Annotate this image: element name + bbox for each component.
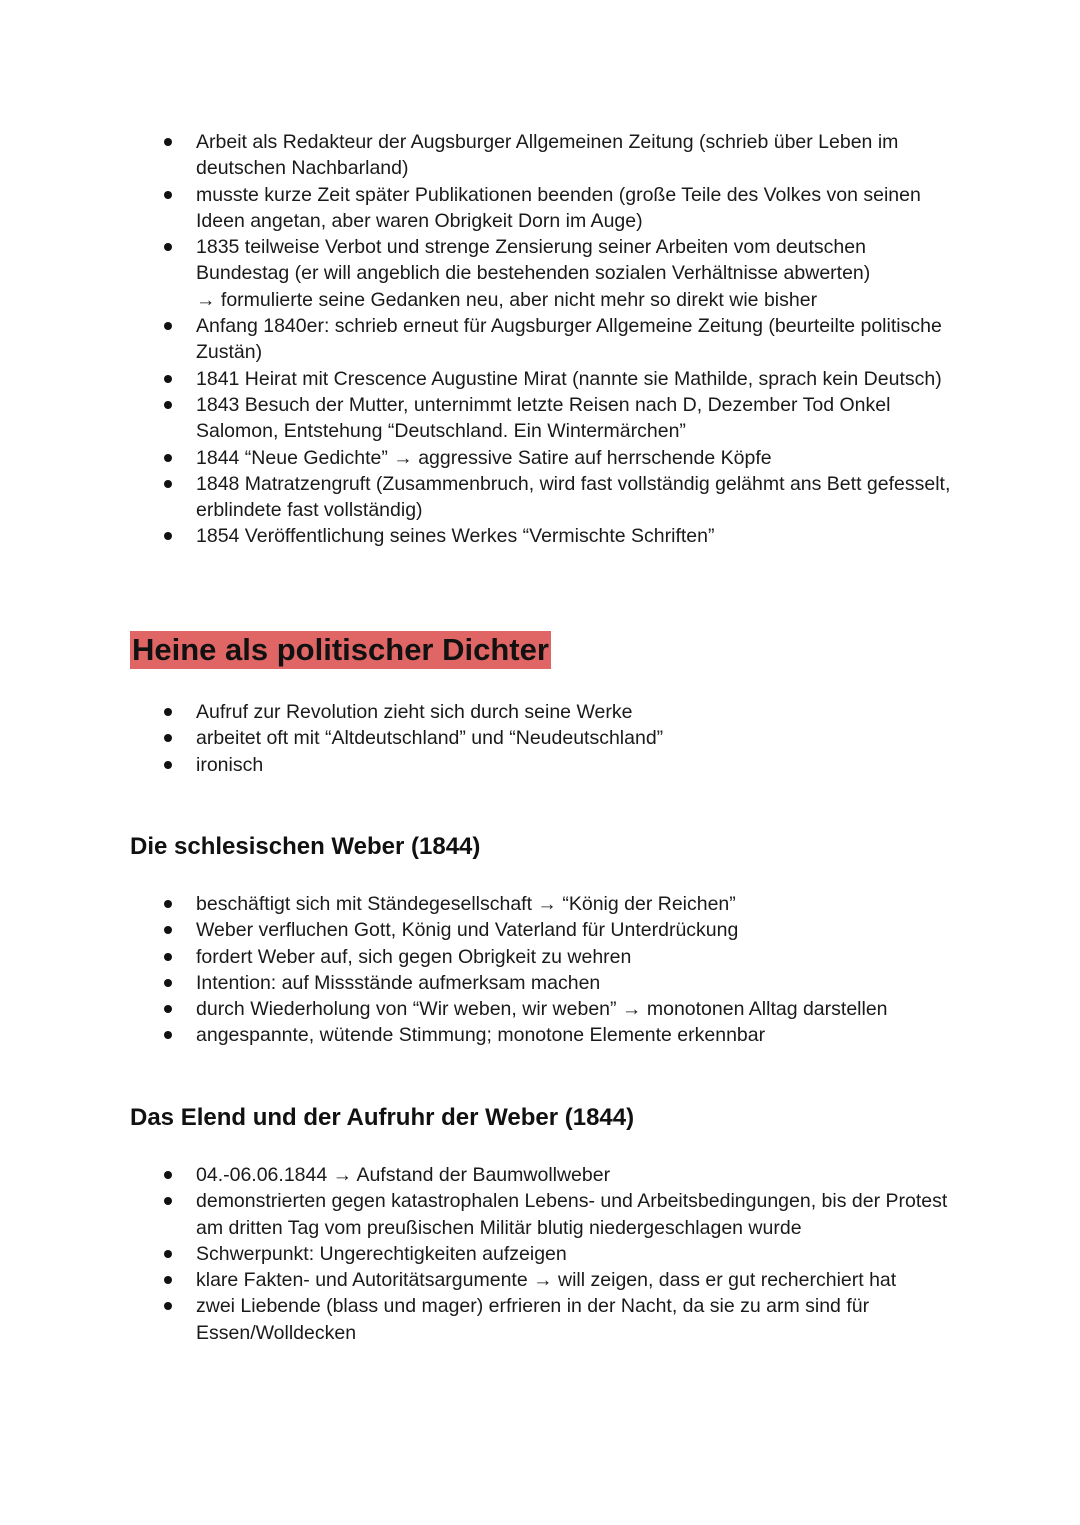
bullet-icon — [164, 322, 172, 330]
section-heading-weber: Die schlesischen Weber (1844) — [130, 833, 481, 860]
elend-list — [160, 1162, 960, 1346]
list-item-text: Arbeit als Redakteur der Augsburger Allgemeinen Zeitung (schrieb über Leben im deutschen Nachbarland) — [196, 131, 899, 180]
list-item-text: 1841 Heirat mit Crescence Augustine Mirat (nannte sie Mathilde, sprach kein Deutsch) — [196, 367, 942, 390]
bullet-icon — [164, 138, 172, 146]
list-item-text: 1854 Veröffentlichung seines Werkes “Vermischte Schriften” — [196, 525, 715, 548]
list-item-text: 1843 Besuch der Mutter, unternimmt letzte Reisen nach D, Dezember Tod Onkel Salomon, Entstehung “Deutschland. Ein Wintermärchen” — [196, 393, 891, 443]
list-item — [160, 234, 960, 313]
weber-list — [160, 891, 960, 1049]
list-item-text: Weber verfluchen Gott, König und Vaterland für Unterdrückung — [196, 919, 739, 942]
list-item — [160, 1293, 960, 1346]
list-item-text: fordert Weber auf, sich gegen Obrigkeit zu wehren — [196, 945, 632, 968]
list-item — [160, 917, 960, 943]
bullet-icon — [164, 1197, 172, 1205]
bullet-icon — [164, 1302, 172, 1310]
bullet-icon — [164, 979, 172, 987]
list-item — [160, 725, 960, 751]
bullet-icon — [164, 1171, 172, 1179]
section-heading-elend: Das Elend und der Aufruhr der Weber (1844) — [130, 1104, 635, 1131]
bullet-icon — [164, 761, 172, 769]
list-item — [160, 523, 960, 549]
list-item-text: musste kurze Zeit später Publikationen beenden (große Teile des Volkes von seinen Ideen angetan, aber waren Obrigkeit Dorn im Auge) — [196, 183, 921, 232]
list-item-text: 04.-06.06.1844 → Aufstand der Baumwollweber — [196, 1164, 611, 1186]
list-item-text: durch Wiederholung von “Wir weben, wir weben” → monotonen Alltag darstellen — [196, 998, 888, 1021]
list-item-text: 1835 teilweise Verbot und strenge Zensierung seiner Arbeiten vom deutschen Bundestag (er will angeblich die bestehenden sozialen Verhältnisse abwerten) — [196, 236, 871, 285]
bullet-icon — [164, 532, 172, 540]
bullet-icon — [164, 191, 172, 199]
bullet-icon — [164, 454, 172, 462]
list-item-text: Aufruf zur Revolution zieht sich durch seine Werke — [196, 701, 633, 723]
biography-list — [160, 129, 960, 550]
bullet-icon — [164, 243, 172, 251]
list-item — [160, 1162, 960, 1188]
list-item-subtext: → formulierte seine Gedanken neu, aber nicht mehr so direkt wie bisher — [196, 288, 818, 311]
bullet-icon — [164, 1031, 172, 1039]
list-item — [160, 129, 960, 182]
section-heading-politics: Heine als politischer Dichter — [132, 632, 549, 667]
politics-list — [160, 699, 960, 778]
bullet-icon — [164, 401, 172, 409]
list-item — [160, 182, 960, 235]
bullet-icon — [164, 708, 172, 716]
list-item — [160, 313, 960, 366]
bullet-icon — [164, 900, 172, 908]
list-item-text: demonstrierten gegen katastrophalen Lebens- und Arbeitsbedingungen, bis der Protest am dritten Tag vom preußischen Militär blutig niedergeschlagen wurde — [196, 1190, 948, 1239]
list-item-text: klare Fakten- und Autoritätsargumente → will zeigen, dass er gut recherchiert hat — [196, 1269, 897, 1292]
bullet-icon — [164, 375, 172, 383]
list-item-text: 1848 Matratzengruft (Zusammenbruch, wird fast vollständig gelähmt ans Bett gefesselt, erblindete fast vollständig) — [196, 472, 951, 522]
list-item — [160, 996, 960, 1022]
list-item-text: Anfang 1840er: schrieb erneut für Augsburger Allgemeine Zeitung (beurteilte politische Zustän) — [196, 315, 942, 364]
bullet-icon — [164, 1005, 172, 1013]
list-item-text: zwei Liebende (blass und mager) erfrieren in der Nacht, da sie zu arm sind für Essen/Wolldecken — [196, 1295, 870, 1344]
list-item — [160, 752, 960, 778]
bullet-icon — [164, 926, 172, 934]
list-item-text: beschäftigt sich mit Ständegesellschaft → “König der Reichen” — [196, 893, 736, 915]
list-item — [160, 445, 960, 471]
list-item-text: angespannte, wütende Stimmung; monotone Elemente erkennbar — [196, 1024, 766, 1047]
list-item — [160, 392, 960, 445]
list-item-text: Intention: auf Missstände aufmerksam machen — [196, 971, 601, 994]
bullet-icon — [164, 1250, 172, 1258]
list-item — [160, 944, 960, 970]
bullet-icon — [164, 1276, 172, 1284]
list-item-text: ironisch — [196, 753, 264, 776]
bullet-icon — [164, 480, 172, 488]
list-item-text: Schwerpunkt: Ungerechtigkeiten aufzeigen — [196, 1242, 567, 1265]
list-item — [160, 970, 960, 996]
list-item — [160, 699, 960, 725]
list-item — [160, 1241, 960, 1267]
bullet-icon — [164, 734, 172, 742]
list-item — [160, 471, 960, 524]
list-item — [160, 1188, 960, 1241]
list-item — [160, 1267, 960, 1293]
list-item-text: 1844 “Neue Gedichte” → aggressive Satire auf herrschende Köpfe — [196, 446, 772, 469]
bullet-icon — [164, 953, 172, 961]
list-item — [160, 1022, 960, 1048]
list-item-text: arbeitet oft mit “Altdeutschland” und “Neudeutschland” — [196, 727, 664, 750]
list-item — [160, 891, 960, 917]
list-item — [160, 366, 960, 392]
